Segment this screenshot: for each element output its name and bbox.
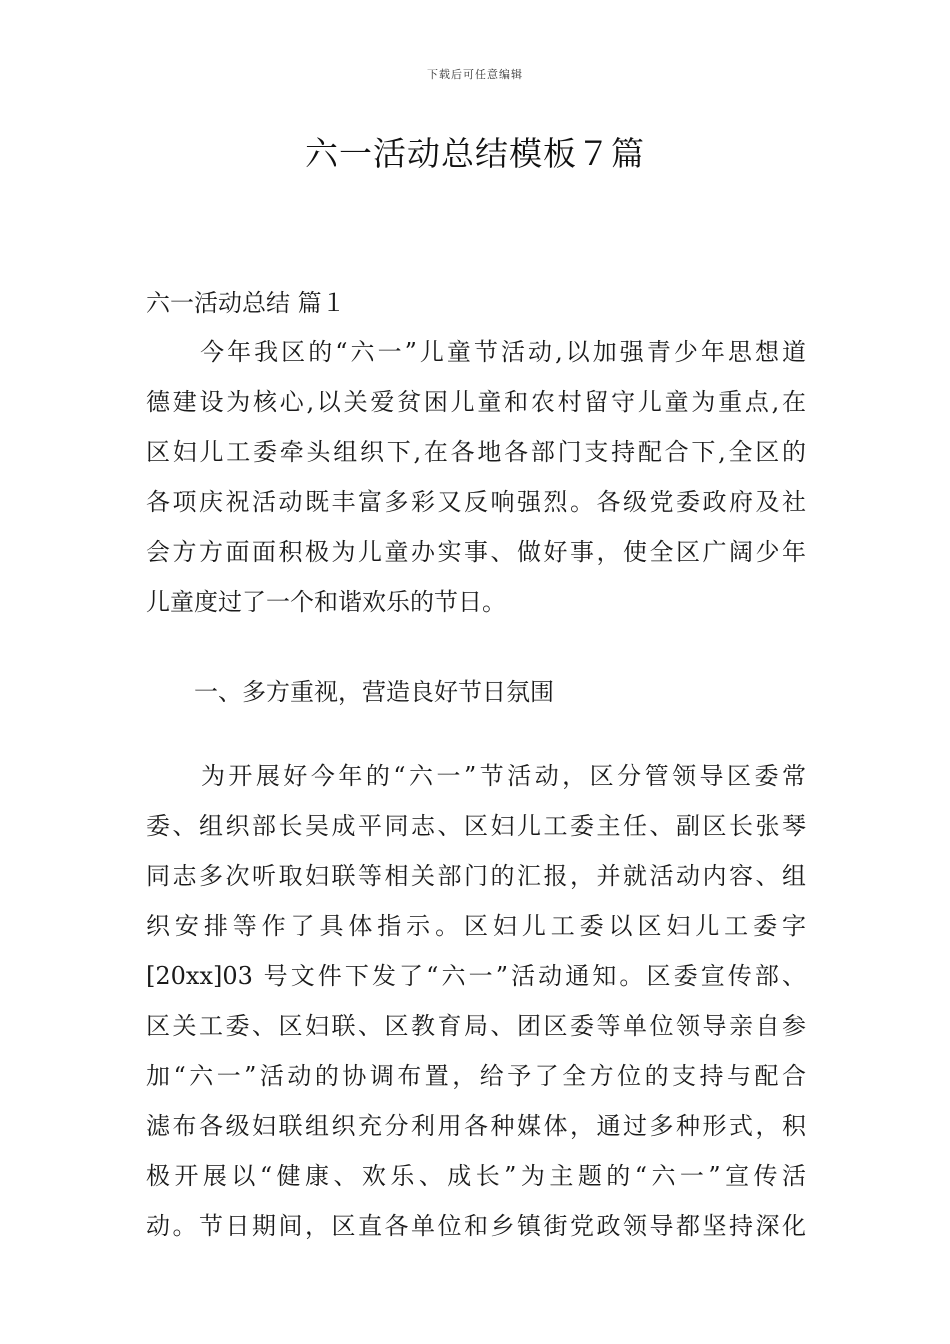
paragraph-1 [146, 327, 806, 627]
section-heading: 六一活动总结 篇１ [146, 289, 346, 317]
paragraph-line: 德建设为核心,以关爱贫困儿童和农村留守儿童为重点,在 [146, 388, 806, 416]
sub-heading: 一、多方重视，营造良好节日氛围 [146, 678, 554, 706]
paragraph-2 [146, 751, 806, 1251]
paragraph-line: 极开展以“健康、欢乐、成长”为主题的“六一”宣传活 [146, 1162, 806, 1190]
paragraph-line: 会方方面面积极为儿童办实事、做好事，使全区广阔少年 [146, 538, 806, 566]
paragraph-line: 委、组织部长吴成平同志、区妇儿工委主任、副区长张琴 [146, 812, 806, 840]
paragraph-line: 动。节日期间，区直各单位和乡镇街党政领导都坚持深化 [146, 1212, 806, 1240]
paragraph-line: 今年我区的“六一”儿童节活动,以加强青少年思想道 [146, 338, 806, 366]
paragraph-line: 各项庆祝活动既丰富多彩又反响强烈。各级党委政府及社 [146, 488, 806, 516]
paragraph-line: 织安排等作了具体指示。区妇儿工委以区妇儿工委字 [146, 912, 806, 940]
paragraph-line: 滤布各级妇联组织充分利用各种媒体，通过多种形式，积 [146, 1112, 806, 1140]
document-title: 六一活动总结模板７篇 [305, 134, 645, 173]
paragraph-line: 加“六一”活动的协调布置，给予了全方位的支持与配合 [146, 1062, 806, 1090]
paragraph-line: 区关工委、区妇联、区教育局、团区委等单位领导亲自参 [146, 1012, 806, 1040]
paragraph-line: [20xx]03 号文件下发了“六一”活动通知。区委宣传部、 [146, 962, 806, 990]
paragraph-line: 区妇儿工委牵头组织下,在各地各部门支持配合下,全区的 [146, 438, 806, 466]
paragraph-line: 为开展好今年的“六一”节活动，区分管领导区委常 [146, 762, 806, 790]
paragraph-line: 儿童度过了一个和谐欢乐的节日。 [146, 588, 506, 616]
header-note: 下载后可任意编辑 [427, 68, 523, 81]
paragraph-line: 同志多次听取妇联等相关部门的汇报，并就活动内容、组 [146, 862, 806, 890]
